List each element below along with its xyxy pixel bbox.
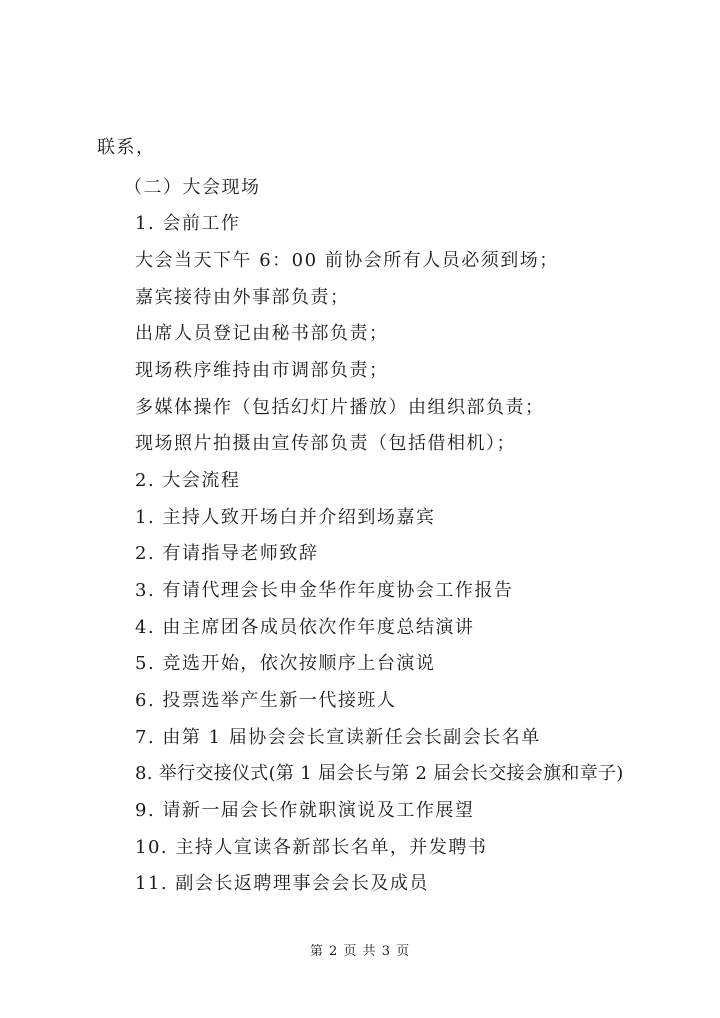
- list-item: 7. 由第 1 届协会会长宣读新任会长副会长名单: [135, 727, 541, 748]
- list-item: 3. 有请代理会长申金华作年度协会工作报告: [135, 580, 514, 601]
- list-item: 1. 主持人致开场白并介绍到场嘉宾: [135, 507, 436, 528]
- page-number-footer: 第 2 页 共 3 页: [309, 944, 411, 959]
- list-item: 11. 副会长返聘理事会会长及成员: [135, 873, 429, 894]
- list-item: 6. 投票选举产生新一代接班人: [135, 690, 397, 711]
- list-item: 2. 有请指导老师致辞: [135, 543, 319, 564]
- text-line: 大会当天下午 6：00 前协会所有人员必须到场；: [135, 250, 559, 271]
- text-line: 联系，: [97, 137, 156, 158]
- list-item: 10. 主持人宣读各新部长名单，并发聘书: [135, 837, 488, 858]
- text-line: 现场秩序维持由市调部负责；: [135, 360, 389, 381]
- text-line: 现场照片拍摄由宣传部负责（包括借相机）；: [135, 433, 516, 454]
- section-heading: （二）大会现场: [124, 177, 261, 198]
- list-item: 4. 由主席团各成员依次作年度总结演讲: [135, 617, 475, 638]
- text-line: 嘉宾接待由外事部负责；: [135, 287, 350, 308]
- subsection-heading: 1. 会前工作: [135, 213, 241, 234]
- text-line: 多媒体操作（包括幻灯片播放）由组织部负责；: [135, 397, 545, 418]
- text-line: 出席人员登记由秘书部负责；: [135, 323, 389, 344]
- list-item: 9. 请新一届会长作就职演说及工作展望: [135, 800, 475, 821]
- subsection-heading: 2. 大会流程: [135, 470, 241, 491]
- list-item: 5. 竞选开始，依次按顺序上台演说: [135, 653, 436, 674]
- list-item: 8. 举行交接仪式(第 1 届会长与第 2 届会长交接会旗和章子): [135, 763, 624, 784]
